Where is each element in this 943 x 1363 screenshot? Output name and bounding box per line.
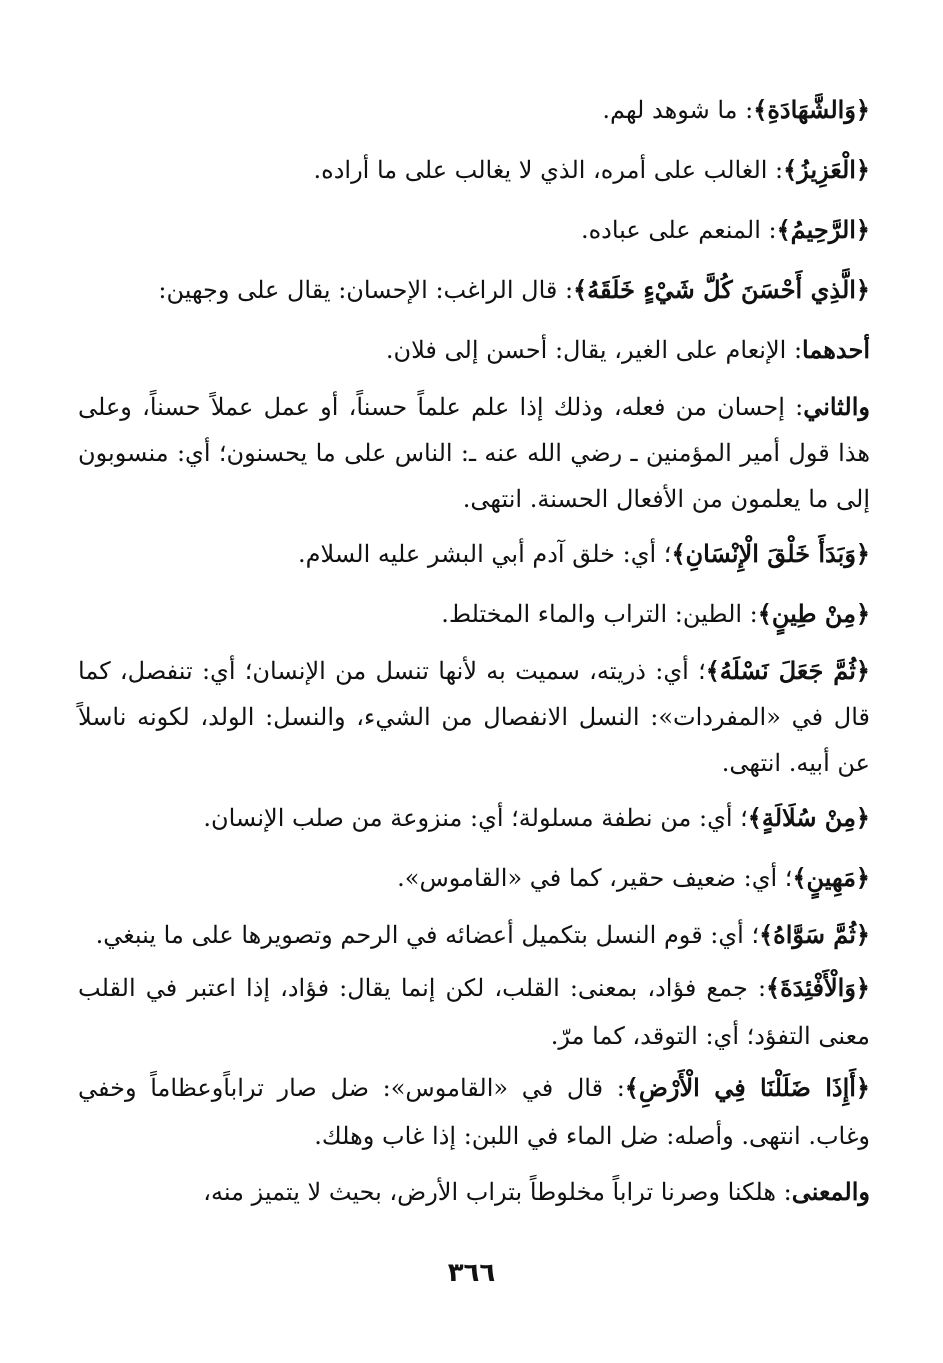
paragraph-2 — [78, 142, 870, 198]
paragraph-1 — [78, 82, 870, 138]
paragraph-text: : المنعم على عباده. — [580, 216, 777, 244]
paragraph-text: ؛ أي: من نطفة مسلولة؛ أي: منزوعة من صلب الإنسان. — [203, 804, 748, 832]
quran-term: ﴿مَهِينٍ﴾ — [792, 863, 870, 892]
paragraph-12 — [78, 910, 870, 960]
page-body — [78, 82, 870, 1282]
quran-term: ﴿وَالْأَفْئِدَةَ﴾ — [766, 973, 870, 1002]
paragraph-text: : إحسان من فعله، وذلك إذا علم علماً حسناً، أو عمل عملاً حسناً، وعلى هذا قول أمير المؤمنين ـ رضي الله عنه ـ: الناس على ما يحسنون؛ أي: منسوبون إلى ما يعلمون من الأفعال الحسنة. انتهى. — [78, 393, 870, 513]
page-number: ٣٦٦ — [447, 1258, 496, 1288]
quran-term: ﴿الرَّحِيمُ﴾ — [776, 215, 870, 244]
quran-term: ﴿ثُمَّ سَوَّاهُ﴾ — [759, 920, 870, 949]
paragraph-5 — [78, 322, 870, 378]
paragraph-text: : الغالب على أمره، الذي لا يغالب على ما أراده. — [313, 156, 784, 184]
paragraph-text: ؛ أي: قوم النسل بتكميل أعضائه في الرحم وتصويرها على ما ينبغي. — [95, 921, 760, 949]
paragraph-15 — [78, 1164, 870, 1220]
paragraph-text: ؛ أي: خلق آدم أبي البشر عليه السلام. — [298, 540, 672, 568]
paragraph-3 — [78, 202, 870, 258]
paragraph-text: : جمع فؤاد، بمعنى: القلب، لكن إنما يقال: فؤاد، إذا اعتبر في القلب معنى التفؤد؛ أي: التوقد، كما مرّ. — [78, 974, 870, 1050]
paragraph-text: : الطين: التراب والماء المختلط. — [441, 600, 758, 628]
paragraph-text: ؛ أي: ضعيف حقير، كما في «القاموس». — [397, 864, 793, 892]
paragraph-6 — [78, 384, 870, 522]
paragraph-text: : الإنعام على الغير، يقال: أحسن إلى فلان. — [385, 336, 803, 364]
paragraph-14 — [78, 1064, 870, 1160]
paragraph-11 — [78, 850, 870, 906]
quran-term: ﴿ثُمَّ جَعَلَ نَسْلَهُ﴾ — [705, 656, 870, 685]
paragraph-text: : قال في «القاموس»: ضل صار تراباًوعظاماً وخفي وغاب. انتهى. وأصله: ضل الماء في اللبن: إذا غاب وهلك. — [78, 1074, 870, 1150]
paragraph-13 — [78, 964, 870, 1060]
lead-word: والمعنى — [791, 1177, 870, 1206]
quran-term: ﴿الْعَزِيزُ﴾ — [783, 155, 870, 184]
paragraph-text: ؛ أي: ذريته، سميت به لأنها تنسل من الإنسان؛ أي: تنفصل، كما قال في «المفردات»: النسل الانفصال من الشيء، والنسل: الولد، لكونه ناسلاً عن أبيه. انتهى. — [78, 657, 870, 777]
quran-term: ﴿أَإِذَا ضَلَلْنَا فِي الْأَرْضِ﴾ — [624, 1073, 870, 1102]
quran-term: ﴿مِنْ سُلَالَةٍ﴾ — [747, 803, 870, 832]
quran-term: ﴿الَّذِي أَحْسَنَ كُلَّ شَيْءٍ خَلَقَهُ﴾ — [573, 275, 870, 304]
paragraph-10 — [78, 790, 870, 846]
paragraph-4 — [78, 262, 870, 318]
quran-term: ﴿وَالشَّهَادَةِ﴾ — [753, 95, 870, 124]
quran-term: ﴿مِنْ طِينٍ﴾ — [757, 599, 870, 628]
paragraph-text: : هلكنا وصرنا تراباً مخلوطاً بتراب الأرض، بحيث لا يتميز منه، — [203, 1178, 792, 1206]
paragraph-7 — [78, 526, 870, 582]
paragraph-text: : ما شوهد لهم. — [602, 96, 754, 124]
paragraph-text: : قال الراغب: الإحسان: يقال على وجهين: — [158, 276, 574, 304]
quran-term: ﴿وَبَدَأَ خَلْقَ الْإِنْسَانِ﴾ — [671, 539, 870, 568]
paragraph-9 — [78, 648, 870, 786]
lead-word: والثاني — [803, 392, 870, 421]
paragraph-8 — [78, 586, 870, 642]
lead-word: أحدهما — [802, 335, 870, 364]
